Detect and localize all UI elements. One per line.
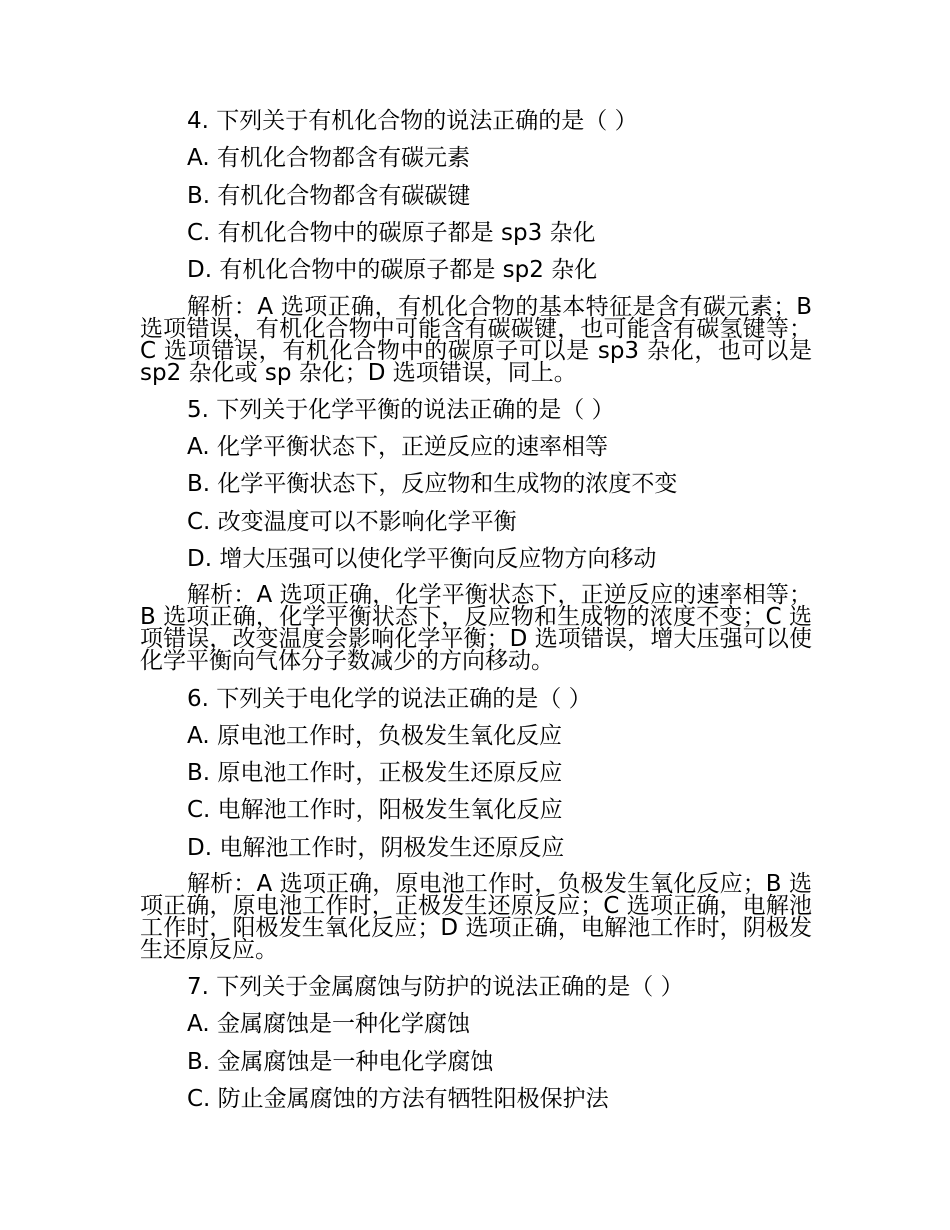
option-c: C. 改变温度可以不影响化学平衡 — [187, 509, 517, 535]
option-d: D. 增大压强可以使化学平衡向反应物方向移动 — [187, 546, 657, 572]
question-stem: 6. 下列关于电化学的说法正确的是（ ） — [187, 686, 592, 712]
option-d: D. 有机化合物中的碳原子都是 sp2 杂化 — [187, 257, 598, 283]
analysis-text: 解析：A 选项正确，有机化合物的基本特征是含有碳元素；B 选项错误，有机化合物中可能含有碳碳键，也可能含有碳氢键等；C 选项错误，有机化合物中的碳原子可以是 sp3 杂化，也可以是 sp2 杂化或 sp 杂化；D 选项错误，同上。 — [140, 294, 812, 386]
option-b: B. 化学平衡状态下，反应物和生成物的浓度不变 — [187, 471, 678, 497]
option-a: A. 化学平衡状态下，正逆反应的速率相等 — [187, 434, 608, 460]
option-a: A. 原电池工作时，负极发生氧化反应 — [187, 723, 562, 749]
option-c: C. 有机化合物中的碳原子都是 sp3 杂化 — [187, 220, 596, 246]
option-c: C. 防止金属腐蚀的方法有牺牲阳极保护法 — [187, 1086, 609, 1112]
question-stem: 7. 下列关于金属腐蚀与防护的说法正确的是（ ） — [187, 974, 684, 1000]
question-stem: 5. 下列关于化学平衡的说法正确的是（ ） — [187, 397, 615, 423]
option-a: A. 金属腐蚀是一种化学腐蚀 — [187, 1011, 470, 1037]
question-stem: 4. 下列关于有机化合物的说法正确的是（ ） — [187, 108, 638, 134]
option-b: B. 金属腐蚀是一种电化学腐蚀 — [187, 1049, 494, 1075]
option-a: A. 有机化合物都含有碳元素 — [187, 145, 470, 171]
analysis-text: 解析：A 选项正确，原电池工作时，负极发生氧化反应；B 选项正确，原电池工作时，正极发生还原反应；C 选项正确，电解池工作时，阳极发生氧化反应；D 选项正确，电解池工作时，阴极发生还原反应。 — [140, 871, 812, 963]
option-b: B. 有机化合物都含有碳碳键 — [187, 183, 471, 209]
option-b: B. 原电池工作时，正极发生还原反应 — [187, 760, 563, 786]
analysis-text: 解析：A 选项正确，化学平衡状态下，正逆反应的速率相等；B 选项正确，化学平衡状态下，反应物和生成物的浓度不变；C 选项错误，改变温度会影响化学平衡；D 选项错误，增大压强可以使化学平衡向气体分子数减少的方向移动。 — [140, 582, 812, 674]
option-c: C. 电解池工作时，阳极发生氧化反应 — [187, 797, 563, 823]
option-d: D. 电解池工作时，阴极发生还原反应 — [187, 835, 565, 861]
